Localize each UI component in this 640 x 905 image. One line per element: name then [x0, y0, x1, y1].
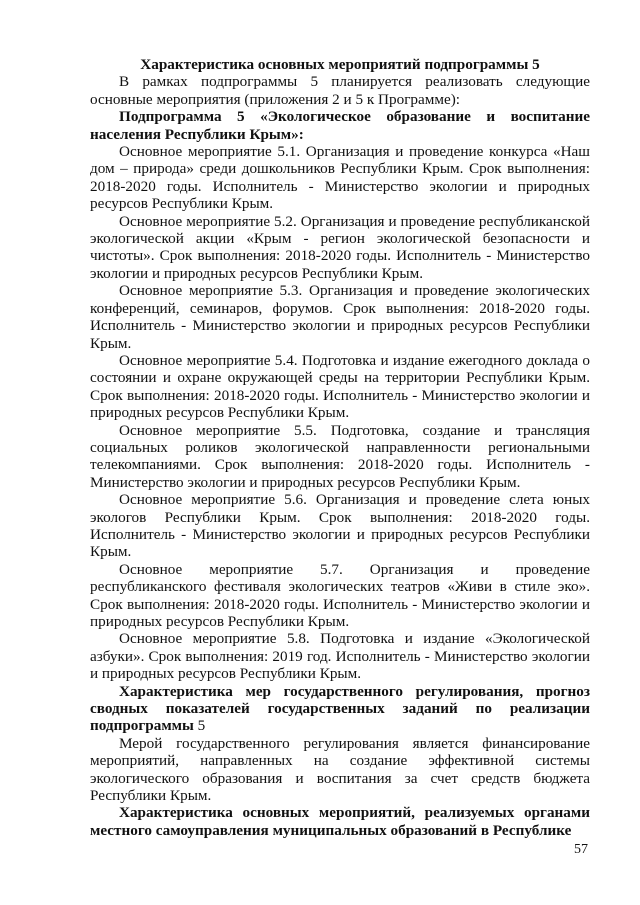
intro-paragraph: В рамках подпрограммы 5 планируется реализовать следующие основные мероприятия (приложения 2 и 5 к Программе): [90, 73, 590, 108]
page-number: 57 [574, 842, 588, 857]
measure-paragraph: Основное мероприятие 5.6. Организация и проведение слета юных экологов Республики Крым. Срок выполнения: 2018-2020 годы. Исполнитель - Министерство экологии и природных ресурсов Республики Крым. [90, 491, 590, 561]
section-heading: Характеристика основных мероприятий подпрограммы 5 [140, 56, 540, 73]
regulation-heading [90, 683, 590, 735]
regulation-heading-bold: Характеристика мер государственного регулирования, прогноз сводных показателей государственных заданий по реализации подпрограммы [90, 682, 590, 735]
measure-paragraph: Основное мероприятие 5.2. Организация и проведение республиканской экологической акции «Крым - регион экологической безопасности и чистоты». Срок выполнения: 2018-2020 годы. Исполнитель - Министерство экологии и природных ресурсов Республики Крым. [90, 212, 590, 282]
municipal-heading: Характеристика основных мероприятий, реализуемых органами местного самоуправления муниципальных образований в Республике [90, 804, 590, 839]
measure-paragraph: Основное мероприятие 5.8. Подготовка и издание «Экологической азбуки». Срок выполнения: 2019 год. Исполнитель - Министерство экологии и природных ресурсов Республики Крым. [90, 630, 590, 683]
measure-paragraph: Основное мероприятие 5.5. Подготовка, создание и трансляция социальных роликов экологической направленности региональными телекомпаниями. Срок выполнения: 2018-2020 годы. Исполнитель - Министерство экологии и природных ресурсов Республики Крым. [90, 421, 590, 491]
subprogram-title: Подпрограмма 5 «Экологическое образование и воспитание населения Республики Крым»: [90, 108, 590, 143]
measure-paragraph: Основное мероприятие 5.1. Организация и проведение конкурса «Наш дом – природа» среди дошкольников Республики Крым. Срок выполнения: 2018-2020 годы. Исполнитель - Министерство экологии и природных ресурсов Республики Крым. [90, 143, 590, 213]
measure-paragraph: Основное мероприятие 5.7. Организация и проведение республиканского фестиваля экологических театров «Живи в стиле эко». Срок выполнения: 2018-2020 годы. Исполнитель - Министерство экологии и природных ресурсов Республики Крым. [90, 560, 590, 630]
document-page [90, 56, 590, 839]
regulation-heading-tail: 5 [193, 717, 206, 735]
measure-paragraph: Основное мероприятие 5.3. Организация и проведение экологических конференций, семинаров, форумов. Срок выполнения: 2018-2020 годы. Исполнитель - Министерство экологии и природных ресурсов Республики Крым. [90, 282, 590, 352]
measure-paragraph: Основное мероприятие 5.4. Подготовка и издание ежегодного доклада о состоянии и охране окружающей среды на территории Республики Крым. Срок выполнения: 2018-2020 годы. Исполнитель - Министерство экологии и природных ресурсов Республики Крым. [90, 351, 590, 422]
regulation-paragraph: Мерой государственного регулирования является финансирование мероприятий, направленных на создание эффективной системы экологического образования и воспитания за счет средств бюджета Республики Крым. [90, 734, 590, 805]
